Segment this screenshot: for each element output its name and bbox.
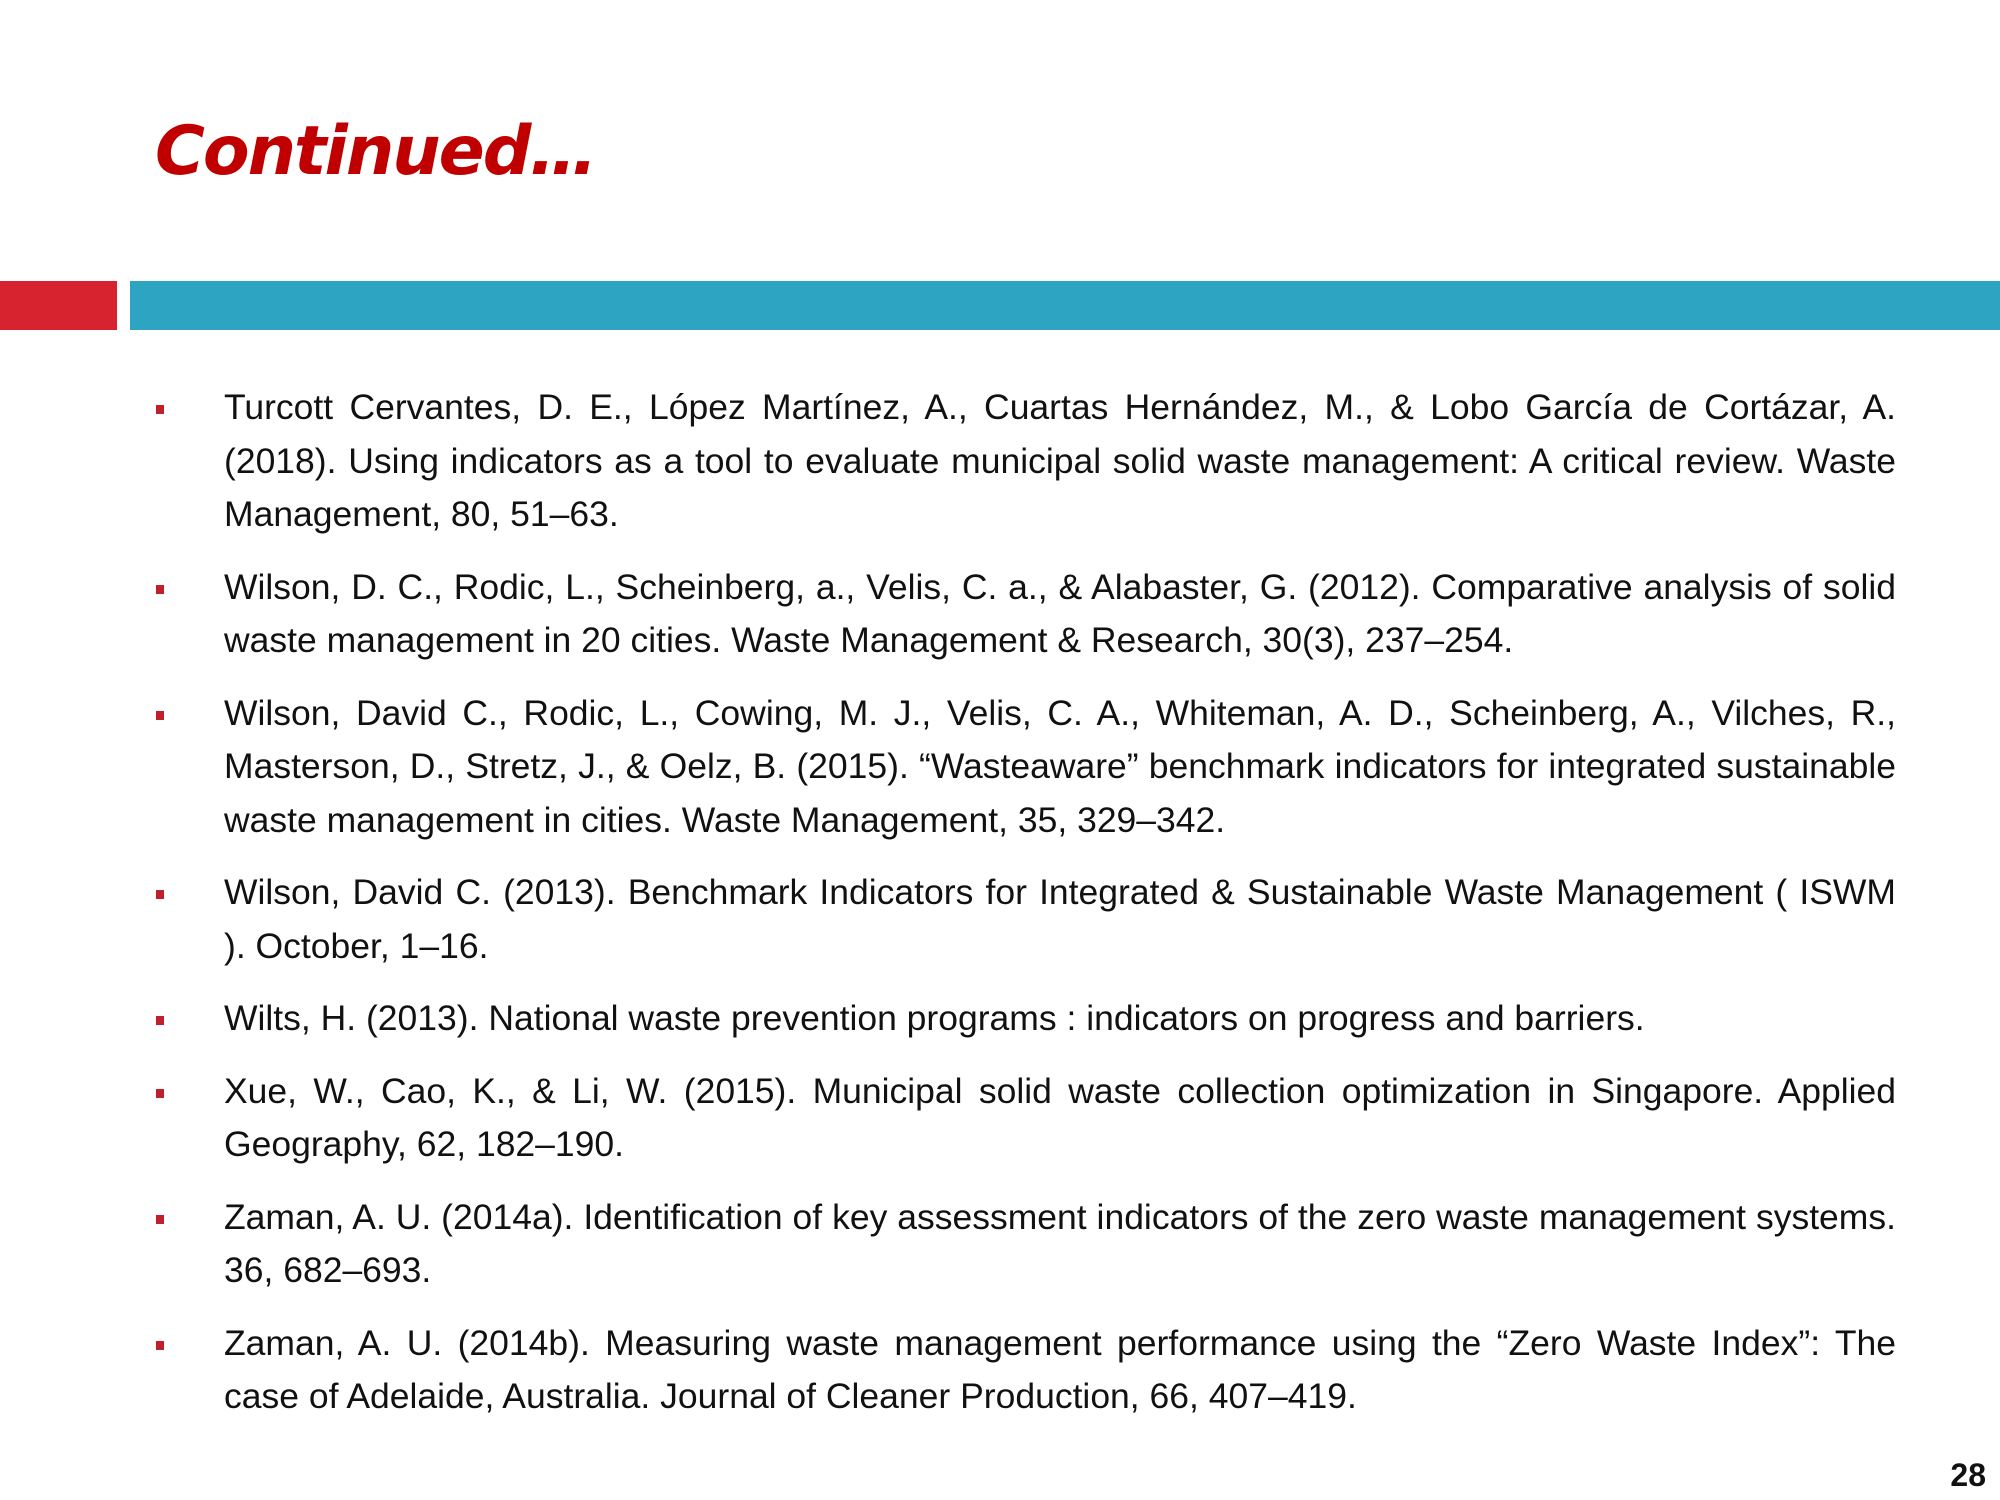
page-number: 28 — [1950, 1457, 1986, 1493]
reference-text: Turcott Cervantes, D. E., López Martínez, A., Cuartas Hernández, M., & Lobo García de Cortázar, A. (2018). Using indicators as a tool to evaluate municipal solid waste management: A critical review. Waste Management, 80, 51–63. — [224, 387, 1896, 534]
reference-text: Wilson, David C. (2013). Benchmark Indicators for Integrated & Sustainable Waste Management ( ISWM ). October, 1–16. — [224, 872, 1896, 966]
reference-item — [0, 1065, 1896, 1172]
reference-text: Zaman, A. U. (2014b). Measuring waste management performance using the “Zero Waste Index”: The case of Adelaide, Australia. Journal of Cleaner Production, 66, 407–419. — [224, 1322, 1896, 1416]
square-bullet-icon — [156, 1089, 164, 1098]
reference-list — [0, 381, 2000, 1443]
reference-text: Wilson, David C., Rodic, L., Cowing, M. J., Velis, C. A., Whiteman, A. D., Scheinberg, A., Vilches, R., Masterson, D., Stretz, J., & Oelz, B. (2015). “Wasteaware” benchmark indicators for integrated sustainable waste management in cities. Waste Management, 35, 329–342. — [224, 692, 1896, 840]
reference-item — [0, 1317, 1896, 1424]
reference-item — [0, 561, 1896, 668]
square-bullet-icon — [156, 1341, 164, 1350]
square-bullet-icon — [156, 711, 164, 720]
reference-item — [0, 866, 1896, 973]
reference-text: Wilson, D. C., Rodic, L., Scheinberg, a., Velis, C. a., & Alabaster, G. (2012). Comparative analysis of solid waste management in 20 cities. Waste Management & Research, 30(3), 237–254. — [224, 566, 1896, 660]
accent-bar-red — [0, 281, 117, 330]
square-bullet-icon — [156, 405, 164, 414]
reference-text: Zaman, A. U. (2014a). Identification of key assessment indicators of the zero waste management systems. 36, 682–693. — [224, 1196, 1896, 1290]
square-bullet-icon — [156, 585, 164, 594]
reference-item — [0, 992, 1896, 1046]
reference-item — [0, 381, 1896, 542]
accent-bar-blue — [130, 281, 2000, 330]
reference-text: Xue, W., Cao, K., & Li, W. (2015). Municipal solid waste collection optimization in Singapore. Applied Geography, 62, 182–190. — [224, 1070, 1896, 1164]
square-bullet-icon — [156, 890, 164, 899]
reference-item — [0, 687, 1896, 848]
reference-item — [0, 1191, 1896, 1298]
square-bullet-icon — [156, 1215, 164, 1224]
reference-text: Wilts, H. (2013). National waste prevention programs : indicators on progress and barriers. — [224, 998, 1645, 1038]
slide-title: Continued… — [155, 112, 596, 191]
square-bullet-icon — [156, 1016, 164, 1025]
